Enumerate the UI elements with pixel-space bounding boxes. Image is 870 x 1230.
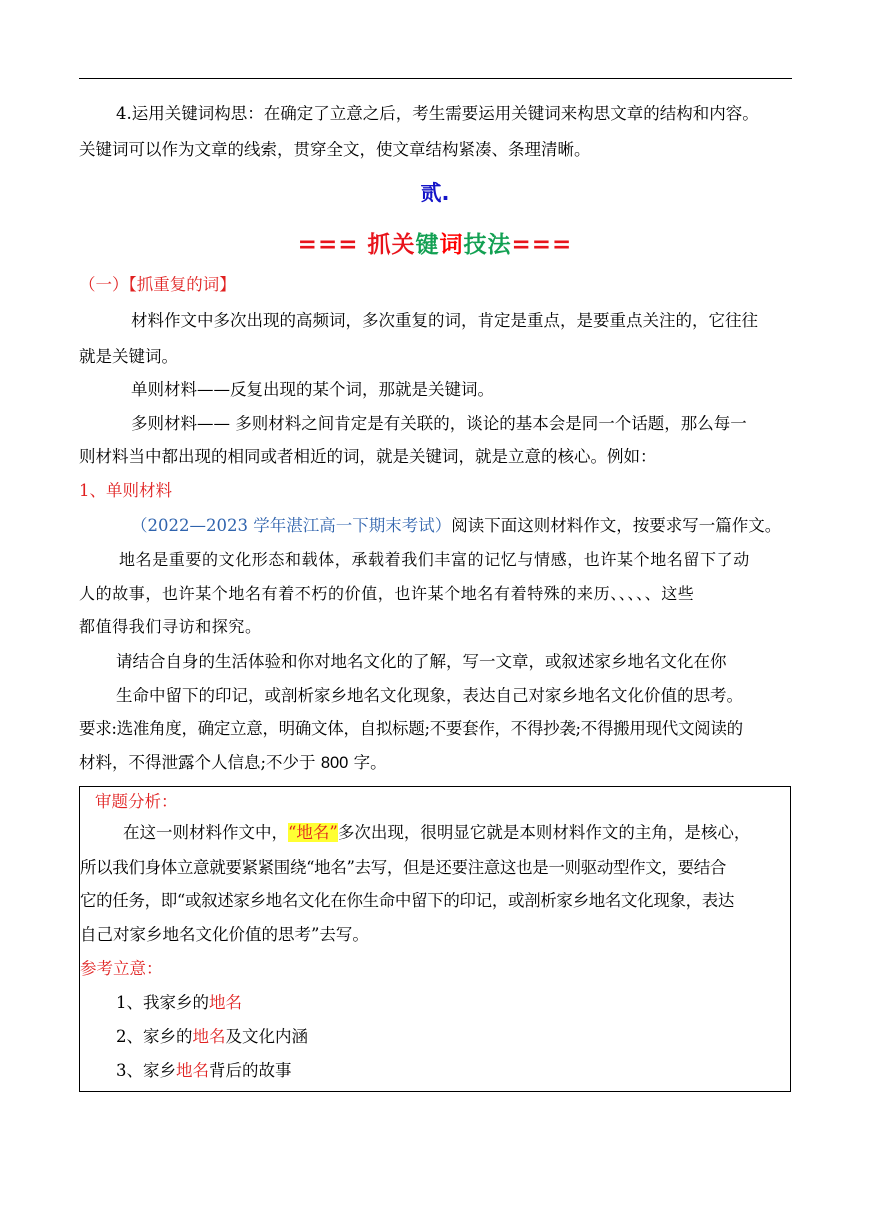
reference-item: 3、家乡地名背后的故事 <box>116 1061 292 1080</box>
para3-line2: 则材料当中都出现的相同或者相近的词，就是关键词，就是立意的核心。例如： <box>79 447 657 466</box>
task-line1: 请结合自身的生活体验和你对地名文化的了解，写一文章，或叙述家乡地名文化在你 <box>116 652 727 671</box>
reference-item: 2、家乡的地名及文化内涵 <box>116 1027 308 1046</box>
analysis-line2: 所以我们身体立意就要紧紧围绕“地名”去写，但是还要注意这也是一则驱动型作文，要结合 <box>80 858 727 877</box>
material-line3: 都值得我们寻访和探究。 <box>79 617 262 636</box>
reference-item: 1、我家乡的地名 <box>116 993 242 1012</box>
example-source-line <box>131 516 781 536</box>
task-line2: 生命中留下的印记，或剖析家乡地名文化现象，表达自己对家乡地名文化价值的思考。 <box>116 686 743 705</box>
reference-heading: 参考立意： <box>80 959 163 978</box>
para3-line1: 多则材料—— 多则材料之间肯定是有关联的，谈论的基本会是同一个话题，那么每一 <box>131 414 747 433</box>
example-heading: 1、单则材料 <box>79 481 172 500</box>
title-part: 抓关 <box>367 232 416 258</box>
material-line2: 人的故事，也许某个地名有着不朽的价值，也许某个地名有着特殊的来历、、、、、这些 <box>79 584 695 603</box>
keyword-highlight: “地名” <box>288 823 338 842</box>
analysis-line3: 它的任务，即“或叙述家乡地名文化在你生命中留下的印记，或剖析家乡地名文化现象，表达 <box>80 891 735 910</box>
requirements-line2: 材料，不得泄露个人信息;不少于 800 字。 <box>79 753 387 772</box>
material-line1: 地名是重要的文化形态和载体，承载着我们丰富的记忆与情感，也许某个地名留下了动 <box>119 550 750 569</box>
title-part: 技法 <box>463 232 512 258</box>
section-number: 贰. <box>420 181 450 205</box>
section-title <box>0 226 870 259</box>
para1-line2: 就是关键词。 <box>79 347 178 366</box>
example-instruction: 阅读下面这则材料作文，按要求写一篇作文。 <box>451 516 782 535</box>
analysis-line1: 在这一则材料作文中，“地名”多次出现，很明显它就是本则材料作文的主角，是核心， <box>123 823 751 842</box>
title-part: === <box>511 232 573 258</box>
requirements-line1: 要求:选准角度，确定立意，明确文体，自拟标题;不要套作，不得抄袭;不得搬用现代文阅读的 <box>79 719 743 738</box>
subsection-heading: （一）【抓重复的词】 <box>79 275 236 294</box>
title-part: 键 <box>415 232 440 258</box>
para1-line1: 材料作文中多次出现的高频词，多次重复的词，肯定是重点，是要重点关注的，它往往 <box>131 311 758 330</box>
title-part: === <box>297 232 368 258</box>
title-part: 词 <box>439 232 464 258</box>
point4-line2: 关键词可以作为文章的线索，贯穿全文，使文章结构紧凑、条理清晰。 <box>79 140 591 159</box>
point4-line1: 4.运用关键词构思：在确定了立意之后，考生需要运用关键词来构思文章的结构和内容。 <box>116 104 759 123</box>
analysis-heading: 审题分析： <box>95 792 178 811</box>
example-source: （2022—2023 学年湛江高一下期末考试） <box>131 516 452 535</box>
analysis-line4: 自己对家乡地名文化价值的思考”去写。 <box>80 925 369 944</box>
header-rule <box>79 78 792 79</box>
para2: 单则材料——反复出现的某个词，那就是关键词。 <box>131 380 494 399</box>
